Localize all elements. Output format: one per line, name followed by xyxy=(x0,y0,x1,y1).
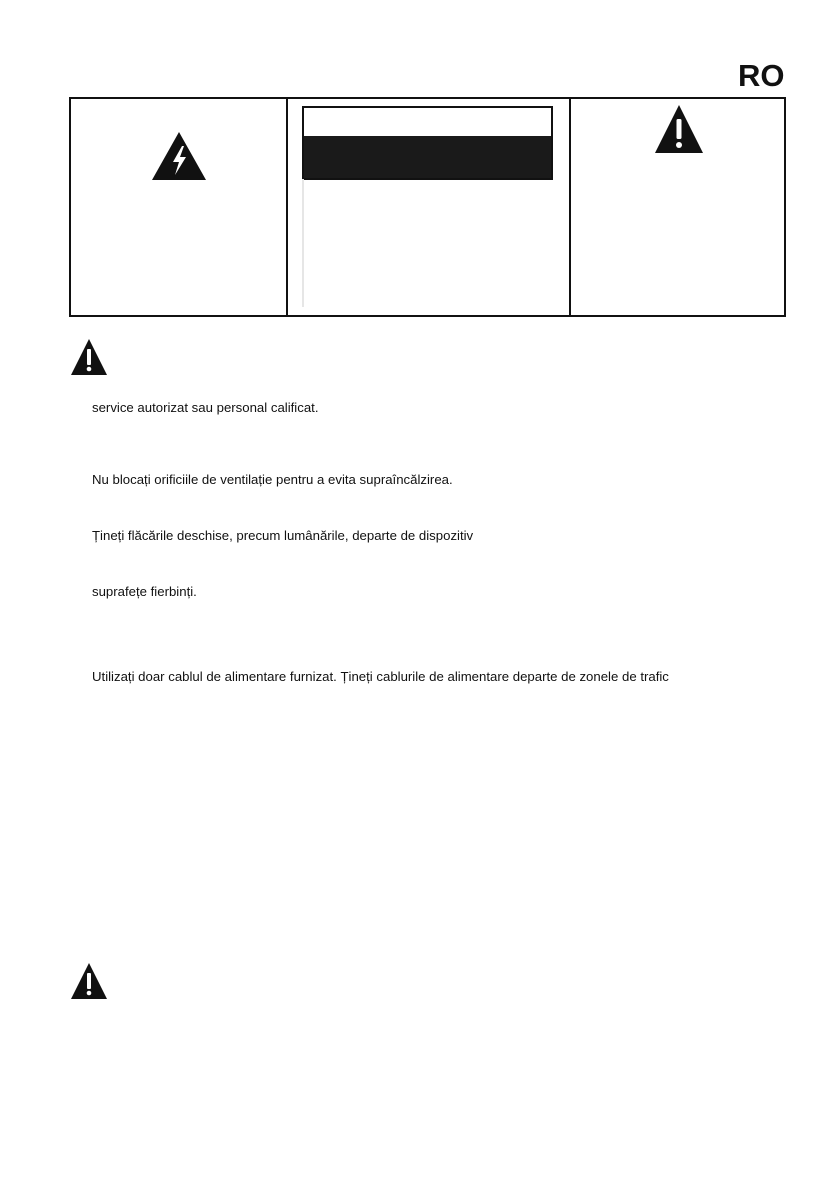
paragraph-power-cable: Utilizați doar cablul de alimentare furnizat. Țineți cablurile de alimentare departe de zonele de trafic xyxy=(92,669,669,684)
paragraph-open-flames: Țineți flăcările deschise, precum lumânările, departe de dispozitiv xyxy=(92,528,474,543)
paragraph-hot-surfaces: suprafețe fierbinți. xyxy=(92,584,197,599)
exclamation-warning-icon xyxy=(70,962,108,1000)
exclamation-warning-icon xyxy=(70,338,108,376)
exclamation-warning-icon xyxy=(654,104,704,154)
lightning-bolt-warning-icon xyxy=(151,131,207,181)
electric-shock-cell xyxy=(71,99,288,315)
safety-symbols-table xyxy=(69,97,786,317)
caution-cell xyxy=(288,99,571,315)
attention-cell xyxy=(571,99,784,315)
caution-label-frame xyxy=(302,106,553,180)
caution-band xyxy=(304,136,551,178)
language-code: RO xyxy=(738,58,785,93)
paragraph-ventilation: Nu blocați orificiile de ventilație pentru a evita supraîncălzirea. xyxy=(92,472,453,487)
paragraph-service: service autorizat sau personal calificat. xyxy=(92,400,319,415)
divider xyxy=(302,179,304,307)
